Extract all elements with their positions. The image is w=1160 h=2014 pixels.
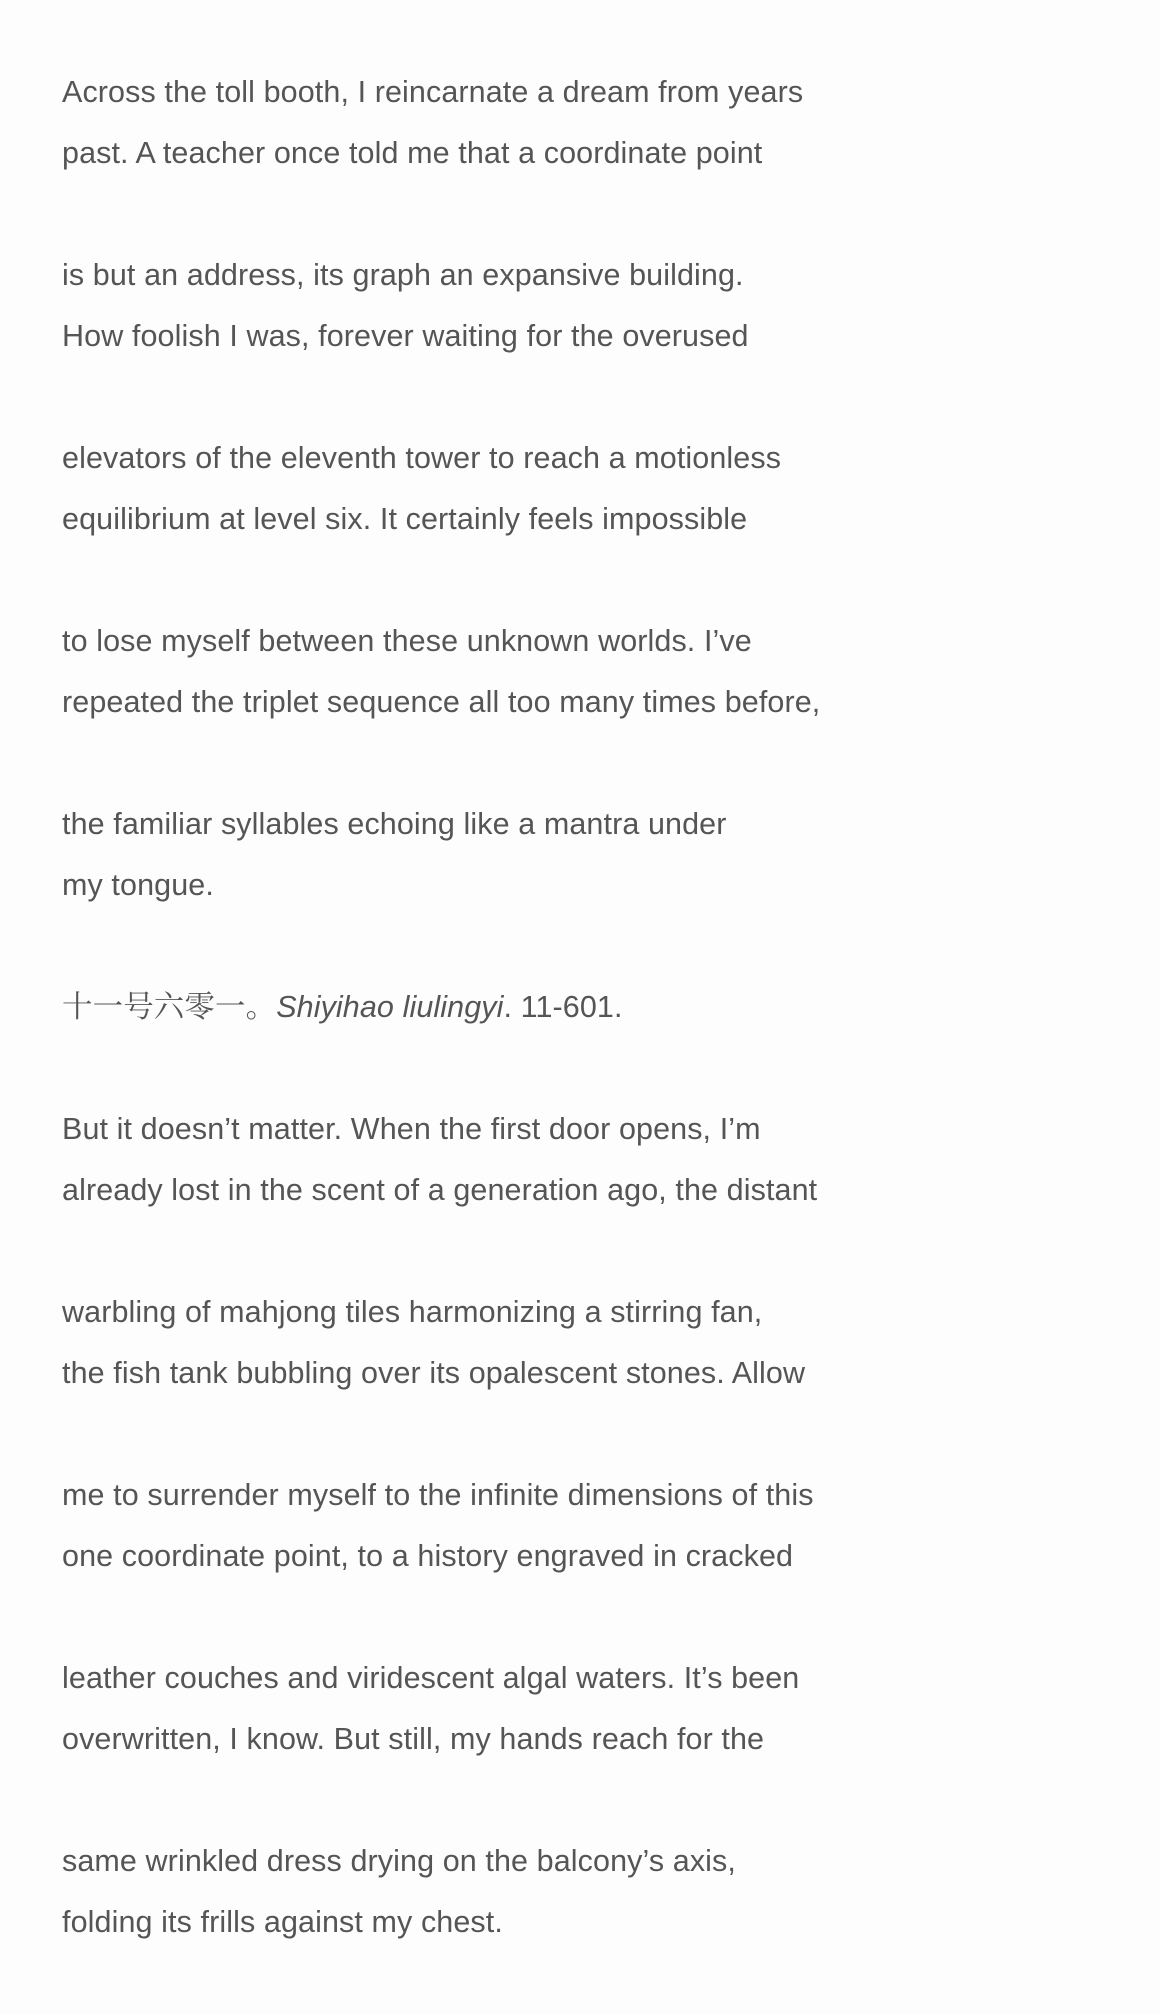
stanza-8 xyxy=(62,1465,1062,1587)
address-line xyxy=(62,977,1062,1038)
stanza-7 xyxy=(62,1282,1062,1404)
stanza-1 xyxy=(62,62,1062,184)
poem-line: folding its frills against my chest. xyxy=(62,1905,503,1939)
address-numeric: . 11-601. xyxy=(503,990,623,1024)
stanza-4 xyxy=(62,611,1062,733)
poem-line: But it doesn’t matter. When the first door opens, I’m xyxy=(62,1112,761,1146)
address-pinyin: Shiyihao liulingyi xyxy=(276,990,504,1024)
poem-line: me to surrender myself to the infinite dimensions of this xyxy=(62,1478,814,1512)
poem-line: already lost in the scent of a generation ago, the distant xyxy=(62,1173,818,1207)
poem-line: the familiar syllables echoing like a mantra under xyxy=(62,807,727,841)
poem-line: overwritten, I know. But still, my hands reach for the xyxy=(62,1722,765,1756)
poem-line: equilibrium at level six. It certainly feels impossible xyxy=(62,502,748,536)
stanza-10 xyxy=(62,1831,1062,1953)
stanza-6 xyxy=(62,1099,1062,1221)
poem-line: the fish tank bubbling over its opalescent stones. Allow xyxy=(62,1356,806,1390)
stanza-5 xyxy=(62,794,1062,916)
stanza-3 xyxy=(62,428,1062,550)
address-chinese: 十一号六零一。 xyxy=(62,990,277,1024)
poem-line: elevators of the eleventh tower to reach a motionless xyxy=(62,441,782,475)
poem-line: leather couches and viridescent algal waters. It’s been xyxy=(62,1661,800,1695)
stanza-address xyxy=(62,977,1062,1038)
poem-line: same wrinkled dress drying on the balcony’s axis, xyxy=(62,1844,736,1878)
poem-line: is but an address, its graph an expansive building. xyxy=(62,258,744,292)
poem-body xyxy=(62,62,1062,2014)
poem-line: to lose myself between these unknown worlds. I’ve xyxy=(62,624,752,658)
stanza-9 xyxy=(62,1648,1062,1770)
poem-line: past. A teacher once told me that a coordinate point xyxy=(62,136,763,170)
poem-line: warbling of mahjong tiles harmonizing a stirring fan, xyxy=(62,1295,763,1329)
poem-line: my tongue. xyxy=(62,868,214,902)
poem-line: How foolish I was, forever waiting for the overused xyxy=(62,319,749,353)
poem-line: Across the toll booth, I reincarnate a dream from years xyxy=(62,75,804,109)
poem-line: one coordinate point, to a history engraved in cracked xyxy=(62,1539,794,1573)
stanza-2 xyxy=(62,245,1062,367)
poem-line: repeated the triplet sequence all too many times before, xyxy=(62,685,821,719)
